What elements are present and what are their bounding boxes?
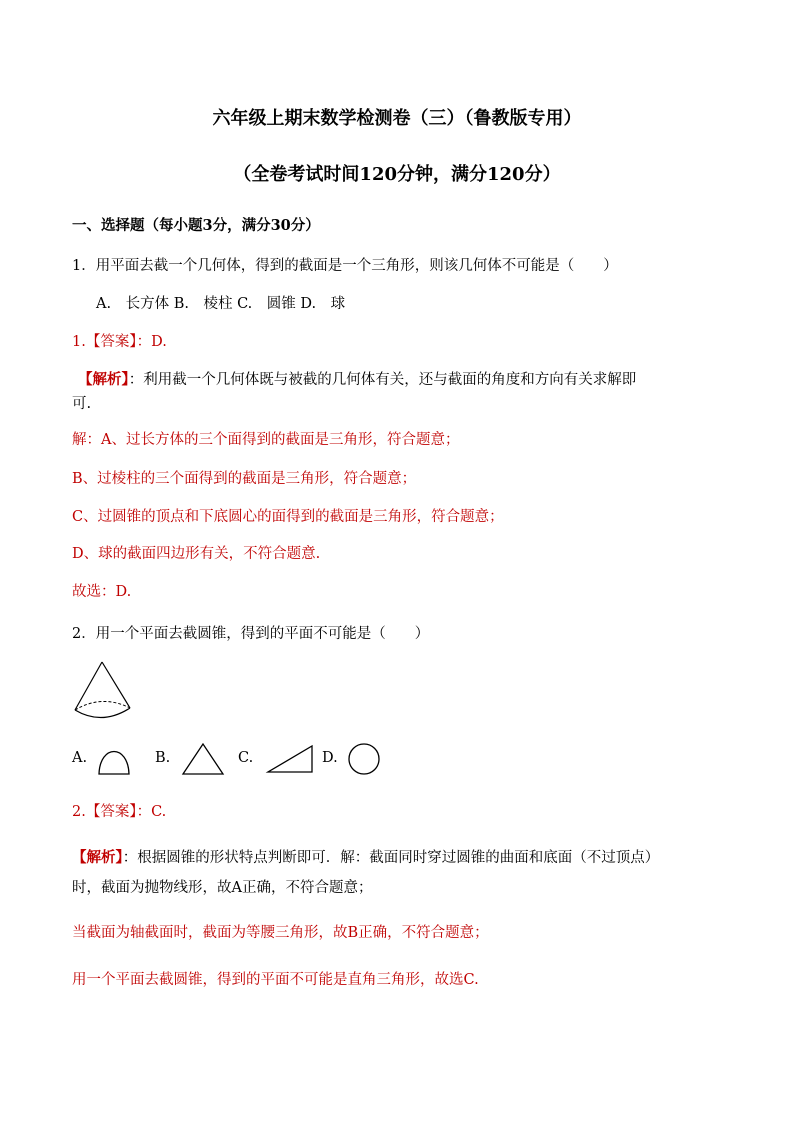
q1-stem: 1．用平面去截一个几何体，得到的截面是一个三角形，则该几何体不可能是（ ） — [72, 258, 618, 274]
q1-answer — [72, 330, 167, 351]
cone-figure — [72, 660, 134, 722]
q1-solution-line: B、过棱柱的三个面得到的截面是三角形，符合题意； — [72, 471, 417, 487]
q1-analysis-line1 — [78, 368, 636, 389]
q2-option-d-label: D. — [322, 750, 338, 766]
q1-solution-line: C、过圆锥的顶点和下底圆心的面得到的截面是三角形，符合题意； — [72, 509, 504, 525]
q2-answer-label: 2.【答案】 — [72, 804, 137, 820]
q1-solution-line: D、球的截面四边形有关，不符合题意. — [72, 546, 321, 562]
q2-analysis-line1 — [72, 846, 659, 867]
q2-answer — [72, 800, 166, 821]
right-triangle-icon — [266, 744, 314, 774]
q1-options: A. 长方体 B. 棱柱 C. 圆锥 D. 球 — [96, 296, 346, 312]
q1-answer-label: 1.【答案】： — [72, 334, 152, 350]
page-subtitle: （全卷考试时间120分钟，满分120分） — [233, 164, 561, 185]
q2-analysis-text: ：根据圆锥的形状特点判断即可．解：截面同时穿过圆锥的曲面和底面（不过顶点） — [122, 850, 660, 866]
q2-stem: 2．用一个平面去截圆锥，得到的平面不可能是（ ） — [72, 626, 430, 642]
q1-solution-line: 故选：D. — [72, 584, 132, 600]
q2-analysis-line4: 用一个平面去截圆锥，得到的平面不可能是直角三角形，故选C. — [72, 972, 479, 988]
q2-option-b-label: B. — [155, 750, 171, 766]
q2-answer-value: ：C. — [136, 804, 167, 820]
q1-analysis-label: 【解析】 — [78, 371, 129, 388]
page-title: 六年级上期末数学检测卷（三）（鲁教版专用） — [212, 108, 582, 129]
q2-option-c-label: C. — [238, 750, 254, 766]
q2-analysis-label: 【解析】 — [72, 849, 123, 866]
q2-analysis-line2: 时，截面为抛物线形，故A正确，不符合题意； — [72, 880, 373, 896]
q1-solution-line: 解：A、过长方体的三个面得到的截面是三角形，符合题意； — [72, 432, 460, 448]
section-heading: 一、选择题（每小题3分，满分30分） — [72, 217, 320, 234]
circle-icon — [347, 742, 381, 776]
q2-analysis-line3: 当截面为轴截面时，截面为等腰三角形，故B正确，不符合题意； — [72, 925, 489, 941]
q1-analysis-text: ：利用截一个几何体既与被截的几何体有关，还与截面的角度和方向有关求解即 — [128, 372, 637, 388]
isosceles-triangle-icon — [181, 742, 225, 776]
q2-option-a-label: A. — [72, 750, 88, 766]
parabola-shape-icon — [97, 740, 133, 776]
q1-analysis-line2: 可. — [72, 396, 92, 412]
q1-answer-value: D. — [151, 334, 167, 350]
